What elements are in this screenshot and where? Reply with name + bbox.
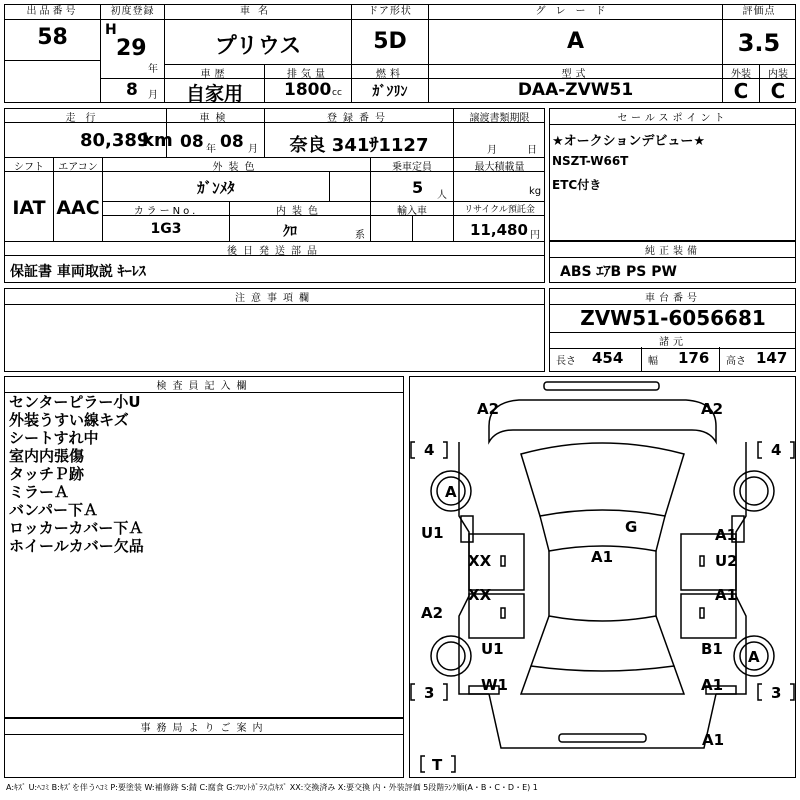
equipment-label: 純正装備 (550, 242, 796, 258)
int-color: ｸﾛ (283, 224, 297, 240)
score-label: 評価点 (723, 5, 795, 20)
transfer-month: 月 (487, 145, 497, 156)
mark-a2: A2 (701, 400, 724, 418)
displacement: 1800 (284, 80, 332, 100)
mark-a: A (748, 648, 760, 666)
ac-label: エアコン (58, 162, 98, 173)
width: 176 (678, 349, 710, 367)
mark-a2: A2 (477, 400, 500, 418)
load-label: 最大積載量 (474, 162, 525, 173)
divider (719, 347, 720, 372)
history-label: 車歴 (200, 69, 229, 80)
note-line: 外装うすい線キズ (9, 411, 129, 429)
length-label: 長さ (556, 356, 576, 367)
era: H (105, 22, 117, 38)
tire-rl: 3 (424, 684, 435, 702)
height: 147 (756, 349, 788, 367)
note-line: ホイールカバー欠品 (9, 537, 144, 555)
color: ｶﾞﾝﾒﾀ (197, 179, 235, 197)
lot-no-label: 出品番号 (5, 5, 100, 20)
note-line: バンパー下Ａ (9, 501, 98, 519)
car-name-label: 車名 (165, 5, 351, 20)
equipment-value: ABS ｴｱB PS PW (560, 264, 677, 280)
transfer-day: 日 (527, 145, 537, 156)
sales-label: セールスポイント (550, 109, 796, 125)
model: DAA-ZVW51 (517, 80, 634, 100)
tire-fl: 4 (424, 441, 435, 459)
mark-u2: U2 (715, 552, 738, 570)
caution-label: 注意事項欄 (5, 289, 545, 305)
chassis-label: 車台番号 (550, 289, 796, 305)
later-parts: 保証書 車両取説 ｷｰﾚｽ (10, 264, 146, 280)
displacement-label: 排気量 (287, 69, 329, 80)
legend: A:ｷｽﾞ U:ﾍｺﾐ B:ｷｽﾞを伴うﾍｺﾐ P:要塗装 W:補修跡 S:錆 C:腐食 G:ﾌﾛﾝﾄｶﾞﾗｽ点ｷｽﾞ XX:交換済み X:要交換 内・外装評価 5段階ﾗﾝｸ順(A・B・C・D・E) 1 (6, 783, 538, 792)
ext-label: 外装 (731, 69, 751, 80)
divider (100, 78, 164, 79)
plate: 奈良 341ｻ1127 (289, 135, 429, 156)
note-line: 室内内張傷 (9, 447, 85, 465)
capacity: 5 (412, 178, 424, 197)
mark-a: A (445, 483, 457, 501)
model-label: 型式 (561, 69, 590, 80)
tire-rr: 3 (771, 684, 782, 702)
shift: IAT (12, 197, 46, 219)
note-line: タッチＰ跡 (9, 465, 85, 483)
fuel-label: 燃料 (376, 69, 404, 80)
history: 自家用 (185, 83, 243, 105)
note-line: シートすれ中 (9, 429, 99, 447)
fuel: ｶﾞｿﾘﾝ (372, 84, 408, 100)
plate-label: 登録番号 (327, 113, 391, 124)
sales-line: ★オークションデビュー★ (552, 134, 706, 149)
later-label: 後日発送部品 (227, 246, 323, 257)
int: C (770, 79, 786, 103)
mileage-label: 走行 (65, 113, 106, 124)
reg-year: 29 (116, 36, 147, 61)
grade-label: グレード (429, 5, 722, 20)
ext: C (733, 79, 749, 103)
sales-line: NSZT-W66T (552, 154, 629, 168)
recycle-label: リサイクル預託金 (464, 205, 535, 215)
insp-month: 08 (220, 132, 244, 152)
int-color-unit: 系 (355, 230, 365, 241)
mark-a2: A2 (421, 604, 444, 622)
color-label: 外装色 (212, 162, 261, 173)
capacity-unit: 人 (437, 190, 447, 201)
mark-a1: A1 (702, 731, 725, 749)
note-line: ミラーＡ (9, 483, 70, 501)
shift-label: シフト (14, 162, 44, 173)
reg-month-unit: 月 (148, 90, 158, 101)
divider (329, 171, 330, 201)
recycle-unit: 円 (530, 230, 540, 241)
int-label: 内装 (768, 69, 788, 80)
inspector-label: 検査員記入欄 (5, 377, 404, 393)
import-label: 輸入車 (397, 206, 427, 217)
mark-a1: A1 (591, 548, 614, 566)
mark-g: G (625, 518, 638, 536)
mark-xx: XX (468, 586, 492, 604)
note-line: センターピラー小U (9, 393, 141, 411)
first-reg-label: 初度登録 (101, 5, 164, 20)
divider (4, 60, 100, 61)
mark-u1: U1 (421, 524, 444, 542)
lot-no: 58 (37, 25, 68, 50)
load-unit: kg (529, 186, 542, 197)
office-label: 事務局よりご案内 (5, 719, 404, 735)
insp-month-unit: 月 (248, 144, 258, 155)
reg-year-unit: 年 (148, 64, 158, 75)
tire-t: T (432, 756, 443, 774)
tire-fr: 4 (771, 441, 782, 459)
mark-u1: U1 (481, 640, 504, 658)
sales-block (549, 108, 796, 241)
chassis-number: ZVW51-6056681 (580, 306, 766, 330)
insp-year-unit: 年 (206, 144, 216, 155)
note-line: ロッカーカバー下Ａ (9, 519, 144, 537)
spec-label: 諸元 (550, 332, 796, 349)
score: 3.5 (737, 29, 781, 57)
reg-month: 8 (126, 80, 138, 100)
color-no-label: カラーNo. (133, 206, 199, 217)
displacement-unit: cc (332, 88, 342, 98)
inspector-notes (9, 393, 144, 555)
int-color-label: 内装色 (276, 206, 324, 217)
capacity-label: 乗車定員 (392, 162, 432, 173)
transfer-label: 譲渡書類期限 (469, 113, 530, 124)
ac: AAC (56, 197, 100, 219)
inspection-label: 車検 (199, 113, 232, 124)
color-no: 1G3 (150, 221, 182, 237)
insp-year: 08 (180, 132, 204, 152)
height-label: 高さ (726, 356, 746, 367)
width-label: 幅 (648, 356, 658, 367)
divider (641, 347, 642, 372)
grade: A (566, 29, 585, 54)
recycle: 11,480 (470, 221, 528, 239)
doors: 5D (373, 29, 407, 54)
mark-a1: A1 (715, 526, 738, 544)
mark-b1: B1 (701, 640, 723, 658)
mark-a1: A1 (701, 676, 724, 694)
sales-line: ETC付き (552, 178, 602, 192)
car-diagram (409, 376, 796, 778)
mark-w1: W1 (481, 676, 508, 694)
divider (412, 215, 413, 241)
mark-xx: XX (468, 552, 492, 570)
doors-label: ドア形状 (352, 5, 428, 20)
length: 454 (592, 349, 624, 367)
car-name: プリウス (214, 34, 302, 59)
mark-a1: A1 (715, 586, 738, 604)
mileage-unit: km (142, 130, 173, 151)
mileage: 80,389 (80, 130, 150, 151)
